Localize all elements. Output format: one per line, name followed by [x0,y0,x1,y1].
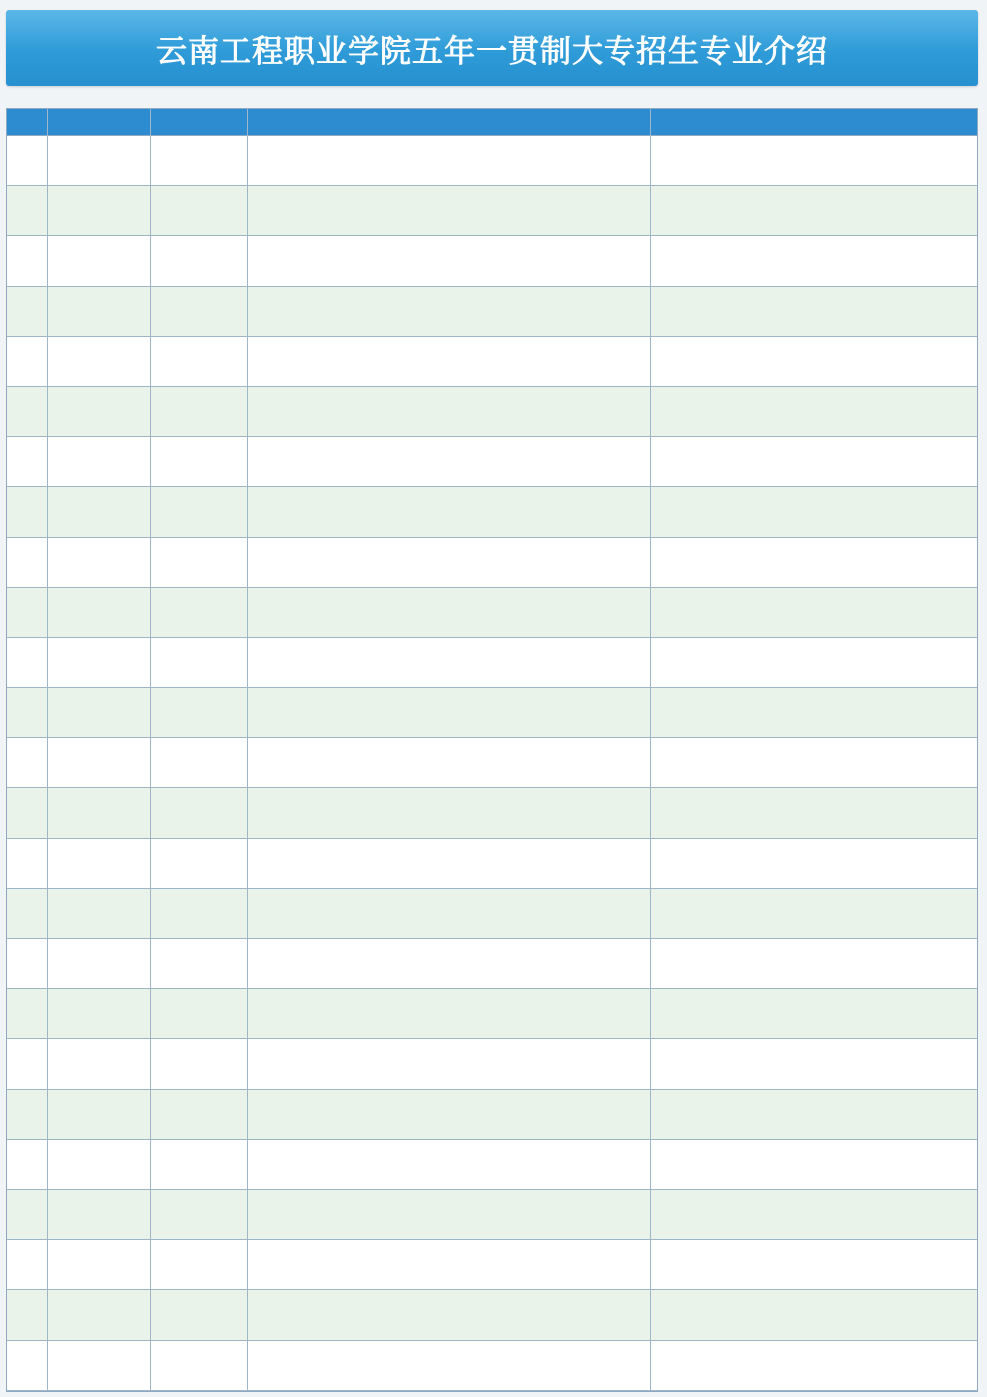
table-row [7,437,977,487]
table-row [7,236,977,286]
table-row [7,688,977,738]
table-body [7,136,977,1391]
table-row [7,738,977,788]
table-row [7,1140,977,1190]
table-row [7,337,977,387]
program-table [6,108,978,1392]
column-divider [247,109,248,1391]
table-row [7,1090,977,1140]
table-row [7,989,977,1039]
column-divider [650,109,651,1391]
table-row [7,487,977,537]
title-banner [6,10,978,86]
column-divider [150,109,151,1391]
table-row [7,1039,977,1089]
table-row [7,1290,977,1340]
table-row [7,1240,977,1290]
table-row [7,638,977,688]
table-row [7,387,977,437]
table-row [7,1190,977,1240]
table-header [7,109,977,136]
table-row [7,889,977,939]
table-row [7,287,977,337]
table-row [7,136,977,186]
table-row [7,588,977,638]
page-title: 云南工程职业学院五年一贯制大专招生专业介绍 [156,33,828,70]
table-row [7,1341,977,1391]
table-row [7,788,977,838]
column-divider [47,109,48,1391]
table-row [7,538,977,588]
table-row [7,939,977,989]
table-row [7,186,977,236]
table-row [7,839,977,889]
